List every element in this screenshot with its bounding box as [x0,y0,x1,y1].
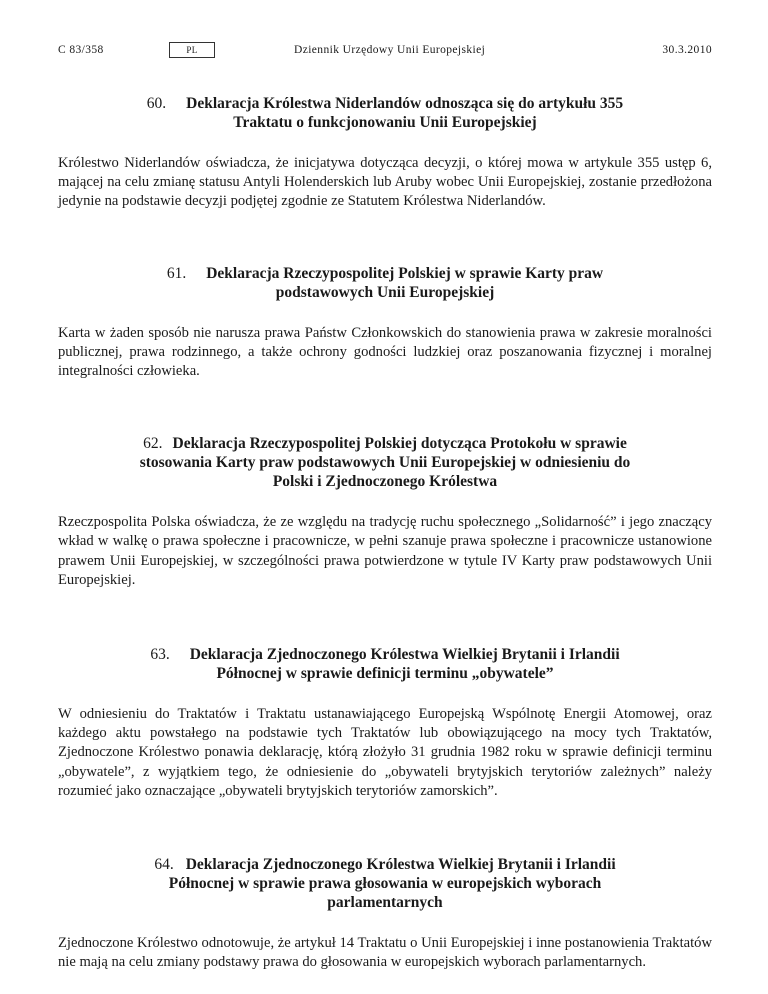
declaration-62 [58,434,712,590]
journal-series-code: C 83/358 [58,44,104,56]
declaration-61 [58,264,712,382]
declaration-text: Karta w żaden sposób nie narusza prawa Państw Członkowskich do stanowienia prawa w zakresie moralności publicznej, prawa rodzinnego, a także ochrony godności ludzkiej oraz poszanowania fizycznej i moralnej integralności człowieka. [58,324,712,380]
declaration-text: Rzeczpospolita Polska oświadcza, że ze względu na tradycję ruchu społecznego „Solidarność” i jego znaczący wkład w walkę o prawa społeczne i pracownicze, w pełni szanuje prawa społeczne i pracownicze ustanowione prawem Unii Europejskiej, w szczególności prawa potwierdzone w tytule IV Karty praw podstawowych Unii Europejskiej. [58,514,712,588]
document-body [58,94,712,972]
declaration-title [58,264,712,302]
declaration-title [58,434,712,491]
declaration-title-line: podstawowych Unii Europejskiej [275,283,495,301]
declaration-title-line: Polski i Zjednoczonego Królestwa [272,473,498,491]
declaration-title [58,855,712,912]
declaration-title-line: Deklaracja Zjednoczonego Królestwa Wielkiej Brytanii i Irlandii [189,646,620,664]
declaration-63 [58,645,712,801]
declaration-title-line: Północnej w sprawie prawa głosowania w europejskich wyborach [168,875,602,893]
declaration-number: 63. [150,646,170,664]
page-header [58,44,712,60]
publication-date: 30.3.2010 [662,44,712,56]
declaration-text: Zjednoczone Królestwo odnotowuje, że artykuł 14 Traktatu o Unii Europejskiej i inne postanowienia Traktatów nie mają na celu zmiany podstawy prawa do głosowania w europejskich wyborach parlamentarnych. [58,935,712,971]
declaration-number: 60. [146,95,167,112]
declaration-60 [58,94,712,212]
declaration-title [58,645,712,683]
declaration-title-line: stosowania Karty praw podstawowych Unii Europejskiej w odniesieniu do [139,454,631,472]
declaration-title-line: parlamentarnych [327,894,443,912]
declaration-number: 62. [143,435,163,453]
declaration-number: 61. [166,264,187,282]
declaration-title-line: Deklaracja Królestwa Niderlandów odnosząca się do artykułu 355 [186,95,624,112]
declaration-title-line: Deklaracja Zjednoczonego Królestwa Wielkiej Brytanii i Irlandii [185,856,616,874]
declaration-64 [58,855,712,972]
language-badge: PL [169,42,215,58]
declaration-text: Królestwo Niderlandów oświadcza, że inicjatywa dotycząca decyzji, o której mowa w artykule 355 ustęp 6, mającej na celu zmianę statusu Antyli Holenderskich lub Aruby wobec Unii Europejskiej, zostanie przedłożona jedynie na podstawie decyzji podjętej zgodnie ze Statutem Królestwa Niderlandów. [58,155,712,210]
journal-title: Dziennik Urzędowy Unii Europejskiej [294,44,486,56]
declaration-title-line: Deklaracja Rzeczypospolitej Polskiej dotycząca Protokołu w sprawie [172,435,627,453]
declaration-title-line: Traktatu o funkcjonowaniu Unii Europejskiej [233,114,537,131]
declaration-text: W odniesieniu do Traktatów i Traktatu ustanawiającego Europejską Wspólnotę Energii Atomowej, oraz każdego aktu powstałego na podstawie tych Traktatów lub obowiązującego na mocy tych Traktatów, Zjednoczone Królestwo ponawia deklarację, którą złożyło 31 grudnia 1982 roku w sprawie definicji terminu „obywatele”, z wyjątkiem tego, że odniesienie do „obywateli brytyjskich terytoriów zależnych” należy rozumieć jako oznaczające „obywateli brytyjskich terytoriów zamorskich”. [58,706,712,799]
declaration-title-line: Deklaracja Rzeczypospolitej Polskiej w sprawie Karty praw [206,264,604,282]
declaration-title [58,94,712,132]
declaration-number: 64. [154,856,174,874]
declaration-title-line: Północnej w sprawie definicji terminu „obywatele” [216,665,554,683]
